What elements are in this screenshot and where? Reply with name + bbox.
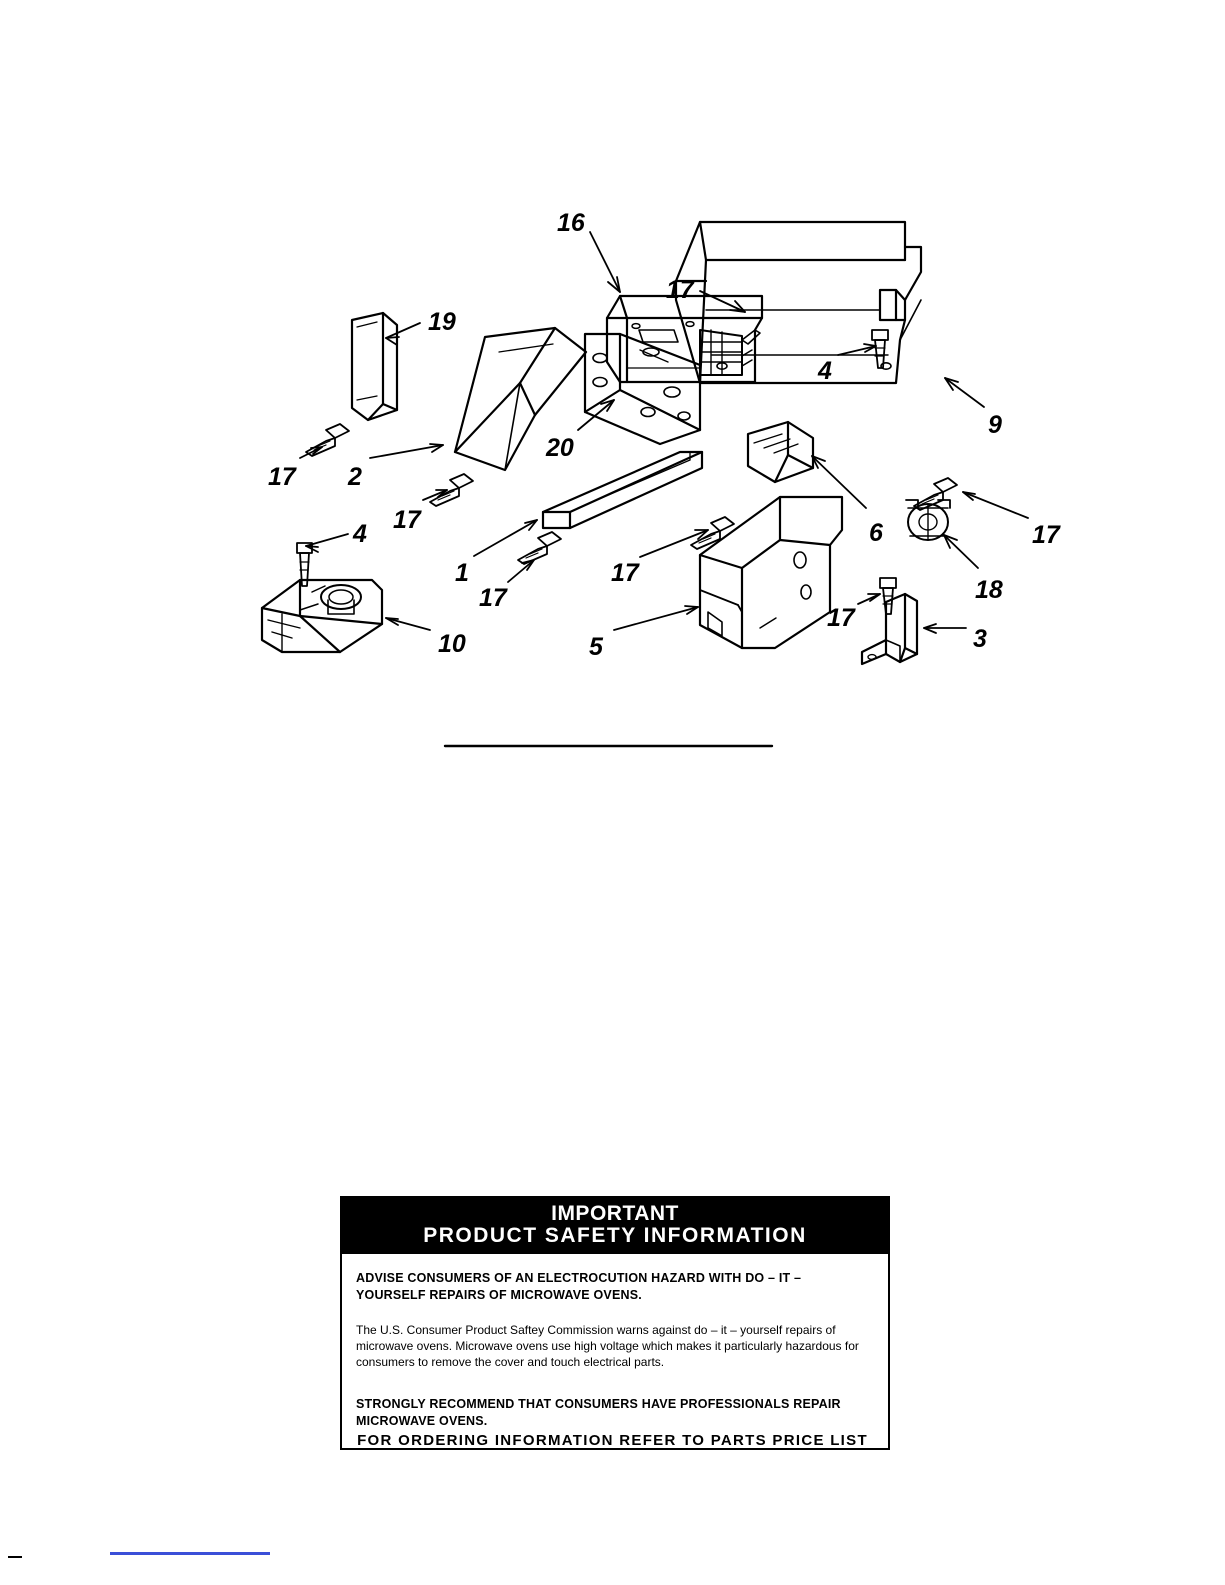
callout-20: 20 (546, 434, 574, 462)
callout-17-b: 17 (268, 463, 296, 491)
callout-4-a: 4 (818, 357, 832, 385)
safety-warning-heading: ADVISE CONSUMERS OF AN ELECTROCUTION HAZARD WITH DO – IT – YOURSELF REPAIRS OF MICROWAVE OVENS. (356, 1271, 802, 1302)
callout-17-f: 17 (479, 584, 507, 612)
callout-10: 10 (438, 630, 466, 658)
page-bottom-link-bar[interactable] (110, 1552, 270, 1555)
callout-17-e: 17 (611, 559, 639, 587)
callout-16: 16 (557, 209, 585, 237)
ordering-information-note: FOR ORDERING INFORMATION REFER TO PARTS PRICE LIST (357, 1432, 868, 1449)
callout-17-c: 17 (393, 506, 421, 534)
callout-17-d: 17 (1032, 521, 1060, 549)
leader-lines (300, 232, 1028, 633)
page-bottom-rule (8, 1556, 22, 1558)
callout-1: 1 (455, 559, 469, 587)
safety-header-line-1: IMPORTANT (551, 1202, 679, 1225)
callout-2: 2 (348, 463, 362, 491)
callout-6: 6 (869, 519, 883, 547)
callout-17-g: 17 (827, 604, 855, 632)
part-19-filler-block (352, 313, 397, 420)
product-safety-information-box (340, 1196, 890, 1450)
callout-5: 5 (589, 633, 603, 661)
callout-3: 3 (973, 625, 987, 653)
part-10-blower-assembly (262, 580, 382, 652)
safety-warning-body: The U.S. Consumer Product Saftey Commission warns against do – it – yourself repairs of microwave ovens. Microwave ovens use high voltage which makes it particularly hazardous for consumers to remove the cover and touch electrical parts. (356, 1322, 859, 1370)
callout-4-b: 4 (353, 520, 367, 548)
safety-body (342, 1254, 888, 1448)
safety-header (342, 1198, 888, 1254)
callout-19: 19 (428, 308, 456, 336)
callout-17-a: 17 (666, 276, 694, 304)
part-20-mounting-bracket (585, 334, 700, 444)
part-5-support-bracket (700, 497, 842, 648)
part-6-terminal-block (748, 422, 813, 482)
safety-recommendation: STRONGLY RECOMMEND THAT CONSUMERS HAVE PROFESSIONALS REPAIR MICROWAVE OVENS. (356, 1397, 841, 1429)
callout-18: 18 (975, 576, 1003, 604)
callout-9: 9 (988, 411, 1002, 439)
part-1-waveguide-channel (543, 452, 702, 528)
safety-header-line-2: PRODUCT SAFETY INFORMATION (423, 1224, 807, 1248)
